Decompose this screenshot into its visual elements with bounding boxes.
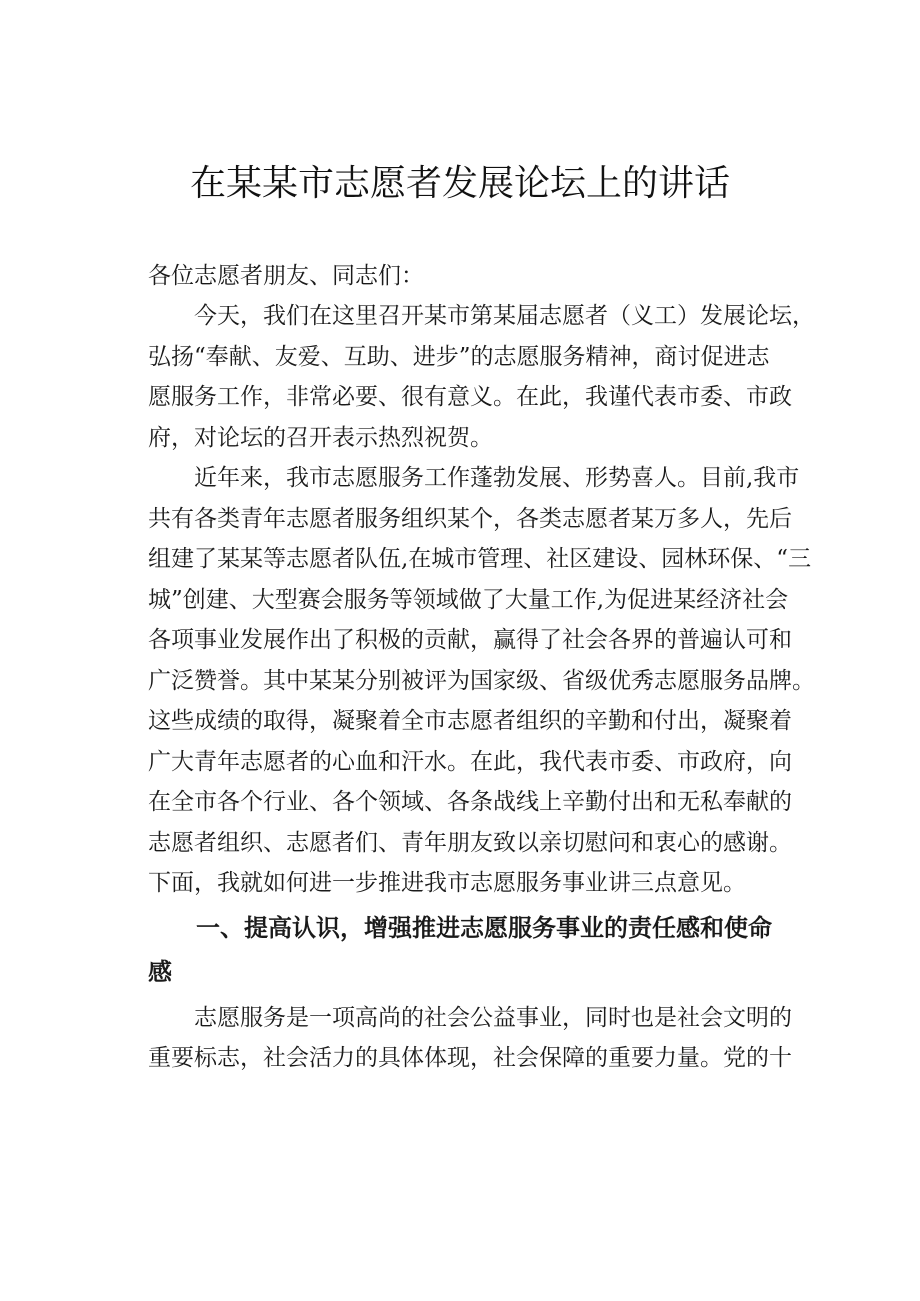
- paragraph-line: 在全市各个行业、各个领域、各条战线上辛勤付出和无私奉献的: [148, 789, 792, 815]
- paragraph-line: 弘扬“奉献、友爱、互助、进步”的志愿服务精神，商讨促进志: [148, 343, 770, 370]
- section-heading-1: [148, 904, 808, 998]
- document-body: [148, 256, 815, 1079]
- paragraph-line: 愿服务工作，非常必要、很有意义。在此，我谨代表市委、市政: [148, 384, 792, 410]
- paragraph-line: 组建了某某等志愿者队伍,在城市管理、社区建设、园林环保、“三: [148, 546, 812, 572]
- paragraph-line: 各项事业发展作出了积极的贡献，赢得了社会各界的普遍认可和: [148, 627, 792, 653]
- paragraph-line: 广大青年志愿者的心血和汗水。在此，我代表市委、市政府，向: [148, 748, 792, 775]
- paragraph-opening: [148, 296, 815, 458]
- paragraph-line: 近年来，我市志愿服务工作蓬勃发展、形势喜人。目前,我市: [194, 465, 800, 491]
- paragraph-section-1: [148, 998, 808, 1079]
- paragraph-line: 广泛赞誉。其中某某分别被评为国家级、省级优秀志愿服务品牌。: [148, 667, 815, 694]
- paragraph-line: 共有各类青年志愿者服务组织某个，各类志愿者某万多人，先后: [148, 505, 792, 532]
- paragraph-line: 城”创建、大型赛会服务等领域做了大量工作,为促进某经济社会: [148, 586, 789, 613]
- paragraph-line: 今天，我们在这里召开某市第某届志愿者（义工）发展论坛，: [194, 303, 815, 329]
- salutation: 各位志愿者朋友、同志们：: [148, 263, 424, 289]
- document-title: 在某某市志愿者发展论坛上的讲话: [189, 163, 730, 204]
- paragraph-line: 志愿者组织、志愿者们、青年朋友致以亲切慰问和衷心的感谢。: [148, 829, 792, 856]
- paragraph-line: 下面，我就如何进一步推进我市志愿服务事业讲三点意见。: [148, 870, 746, 896]
- heading-line: 一、提高认识，增强推进志愿服务事业的责任感和使命: [196, 913, 772, 942]
- paragraph-line: 志愿服务是一项高尚的社会公益事业，同时也是社会文明的: [194, 1004, 792, 1031]
- paragraph-achievements: [148, 458, 815, 904]
- paragraph-line: 这些成绩的取得，凝聚着全市志愿者组织的辛勤和付出，凝聚着: [148, 708, 792, 734]
- paragraph-line: 府，对论坛的召开表示热烈祝贺。: [148, 424, 493, 451]
- paragraph-line: 重要标志，社会活力的具体体现，社会保障的重要力量。党的十: [148, 1045, 792, 1071]
- heading-line: 感: [148, 957, 172, 986]
